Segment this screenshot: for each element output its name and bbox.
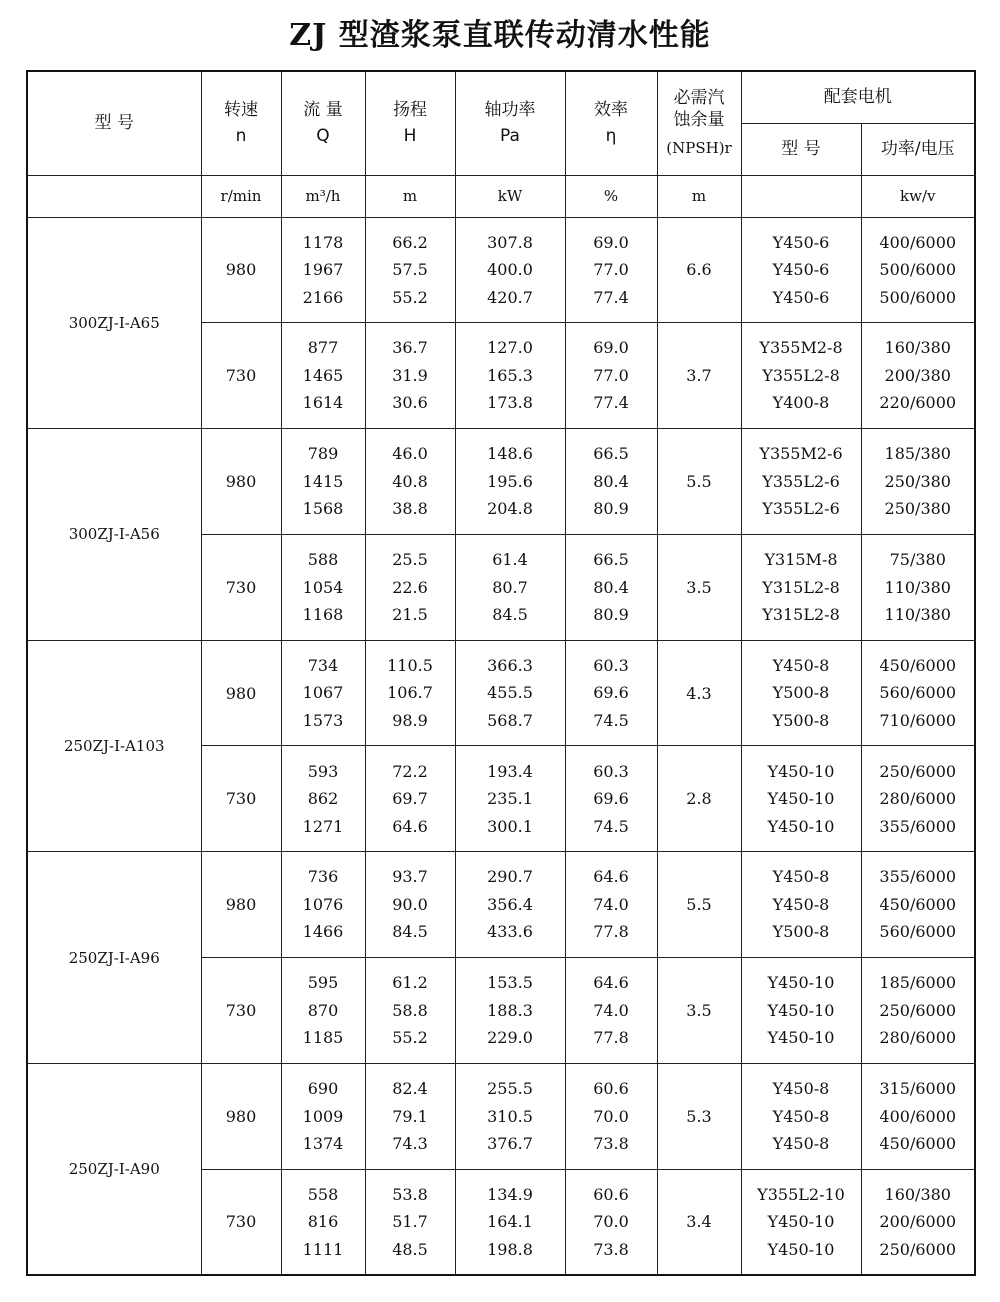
header-npsh: 必需汽 蚀余量 (NPSH)r	[657, 71, 741, 175]
efficiency-cell: 69.0 77.0 77.4	[565, 323, 657, 429]
motor-model-cell: Y450-6 Y450-6 Y450-6	[741, 217, 861, 323]
unit-motor-model	[741, 175, 861, 217]
power-cell: 153.5 188.3 229.0	[455, 958, 565, 1064]
power-cell: 134.9 164.1 198.8	[455, 1169, 565, 1275]
header-efficiency: 效率 η	[565, 71, 657, 175]
header-motor-model: 型 号	[741, 123, 861, 175]
motor-model-cell: Y450-8 Y450-8 Y500-8	[741, 852, 861, 958]
npsh-cell: 3.7	[657, 323, 741, 429]
npsh-cell: 4.3	[657, 640, 741, 746]
header-flow: 流 量 Q	[281, 71, 365, 175]
head-cell: 61.2 58.8 55.2	[365, 958, 455, 1064]
head-cell: 53.8 51.7 48.5	[365, 1169, 455, 1275]
head-cell: 72.2 69.7 64.6	[365, 746, 455, 852]
unit-motor-power: kw/v	[861, 175, 975, 217]
motor-power-cell: 75/380 110/380 110/380	[861, 534, 975, 640]
flow-cell: 789 1415 1568	[281, 429, 365, 535]
header-power: 轴功率 Pa	[455, 71, 565, 175]
efficiency-cell: 66.5 80.4 80.9	[565, 429, 657, 535]
table-row	[27, 429, 975, 535]
speed-cell: 730	[201, 323, 281, 429]
npsh-cell: 3.5	[657, 534, 741, 640]
speed-cell: 980	[201, 217, 281, 323]
speed-cell: 980	[201, 640, 281, 746]
performance-table	[26, 70, 976, 1276]
power-cell: 148.6 195.6 204.8	[455, 429, 565, 535]
speed-cell: 980	[201, 852, 281, 958]
power-cell: 366.3 455.5 568.7	[455, 640, 565, 746]
power-cell: 193.4 235.1 300.1	[455, 746, 565, 852]
speed-cell: 980	[201, 1063, 281, 1169]
npsh-cell: 3.4	[657, 1169, 741, 1275]
power-cell: 307.8 400.0 420.7	[455, 217, 565, 323]
flow-cell: 593 862 1271	[281, 746, 365, 852]
motor-power-cell: 185/6000 250/6000 280/6000	[861, 958, 975, 1064]
model-cell: 250ZJ-I-A90	[27, 1063, 201, 1275]
head-cell: 82.4 79.1 74.3	[365, 1063, 455, 1169]
npsh-cell: 2.8	[657, 746, 741, 852]
efficiency-cell: 60.6 70.0 73.8	[565, 1169, 657, 1275]
header-motor: 配套电机	[741, 71, 975, 123]
motor-model-cell: Y450-8 Y450-8 Y450-8	[741, 1063, 861, 1169]
efficiency-cell: 60.3 69.6 74.5	[565, 640, 657, 746]
header-speed: 转速 n	[201, 71, 281, 175]
head-cell: 46.0 40.8 38.8	[365, 429, 455, 535]
efficiency-cell: 60.6 70.0 73.8	[565, 1063, 657, 1169]
speed-cell: 980	[201, 429, 281, 535]
power-cell: 61.4 80.7 84.5	[455, 534, 565, 640]
unit-speed: r/min	[201, 175, 281, 217]
flow-cell: 1178 1967 2166	[281, 217, 365, 323]
efficiency-cell: 64.6 74.0 77.8	[565, 958, 657, 1064]
power-cell: 290.7 356.4 433.6	[455, 852, 565, 958]
motor-model-cell: Y315M-8 Y315L2-8 Y315L2-8	[741, 534, 861, 640]
npsh-cell: 6.6	[657, 217, 741, 323]
power-cell: 255.5 310.5 376.7	[455, 1063, 565, 1169]
motor-power-cell: 450/6000 560/6000 710/6000	[861, 640, 975, 746]
unit-npsh: m	[657, 175, 741, 217]
motor-power-cell: 400/6000 500/6000 500/6000	[861, 217, 975, 323]
motor-model-cell: Y355L2-10 Y450-10 Y450-10	[741, 1169, 861, 1275]
model-cell: 250ZJ-I-A103	[27, 640, 201, 852]
npsh-cell: 5.3	[657, 1063, 741, 1169]
motor-model-cell: Y450-10 Y450-10 Y450-10	[741, 958, 861, 1064]
npsh-cell: 5.5	[657, 852, 741, 958]
page-title: ZJ 型渣浆泵直联传动清水性能	[289, 18, 711, 53]
header-head: 扬程 H	[365, 71, 455, 175]
flow-cell: 588 1054 1168	[281, 534, 365, 640]
flow-cell: 558 816 1111	[281, 1169, 365, 1275]
speed-cell: 730	[201, 1169, 281, 1275]
flow-cell: 877 1465 1614	[281, 323, 365, 429]
motor-power-cell: 185/380 250/380 250/380	[861, 429, 975, 535]
unit-power: kW	[455, 175, 565, 217]
model-cell: 300ZJ-I-A56	[27, 429, 201, 641]
speed-cell: 730	[201, 534, 281, 640]
speed-cell: 730	[201, 958, 281, 1064]
npsh-cell: 5.5	[657, 429, 741, 535]
npsh-cell: 3.5	[657, 958, 741, 1064]
motor-model-cell: Y355M2-6 Y355L2-6 Y355L2-6	[741, 429, 861, 535]
table-row	[27, 217, 975, 323]
unit-head: m	[365, 175, 455, 217]
flow-cell: 595 870 1185	[281, 958, 365, 1064]
motor-power-cell: 160/380 200/380 220/6000	[861, 323, 975, 429]
model-cell: 250ZJ-I-A96	[27, 852, 201, 1064]
flow-cell: 690 1009 1374	[281, 1063, 365, 1169]
header-model: 型 号	[27, 71, 201, 175]
efficiency-cell: 64.6 74.0 77.8	[565, 852, 657, 958]
unit-model	[27, 175, 201, 217]
head-cell: 93.7 90.0 84.5	[365, 852, 455, 958]
head-cell: 110.5 106.7 98.9	[365, 640, 455, 746]
efficiency-cell: 66.5 80.4 80.9	[565, 534, 657, 640]
motor-power-cell: 315/6000 400/6000 450/6000	[861, 1063, 975, 1169]
speed-cell: 730	[201, 746, 281, 852]
motor-power-cell: 250/6000 280/6000 355/6000	[861, 746, 975, 852]
efficiency-cell: 60.3 69.6 74.5	[565, 746, 657, 852]
unit-efficiency: %	[565, 175, 657, 217]
power-cell: 127.0 165.3 173.8	[455, 323, 565, 429]
motor-power-cell: 160/380 200/6000 250/6000	[861, 1169, 975, 1275]
motor-model-cell: Y355M2-8 Y355L2-8 Y400-8	[741, 323, 861, 429]
motor-model-cell: Y450-8 Y500-8 Y500-8	[741, 640, 861, 746]
motor-model-cell: Y450-10 Y450-10 Y450-10	[741, 746, 861, 852]
table-row	[27, 1063, 975, 1169]
head-cell: 66.2 57.5 55.2	[365, 217, 455, 323]
head-cell: 25.5 22.6 21.5	[365, 534, 455, 640]
unit-flow: m³/h	[281, 175, 365, 217]
table-row	[27, 640, 975, 746]
header-motor-power-voltage: 功率/电压	[861, 123, 975, 175]
flow-cell: 734 1067 1573	[281, 640, 365, 746]
model-cell: 300ZJ-I-A65	[27, 217, 201, 429]
motor-power-cell: 355/6000 450/6000 560/6000	[861, 852, 975, 958]
flow-cell: 736 1076 1466	[281, 852, 365, 958]
efficiency-cell: 69.0 77.0 77.4	[565, 217, 657, 323]
head-cell: 36.7 31.9 30.6	[365, 323, 455, 429]
table-row	[27, 852, 975, 958]
